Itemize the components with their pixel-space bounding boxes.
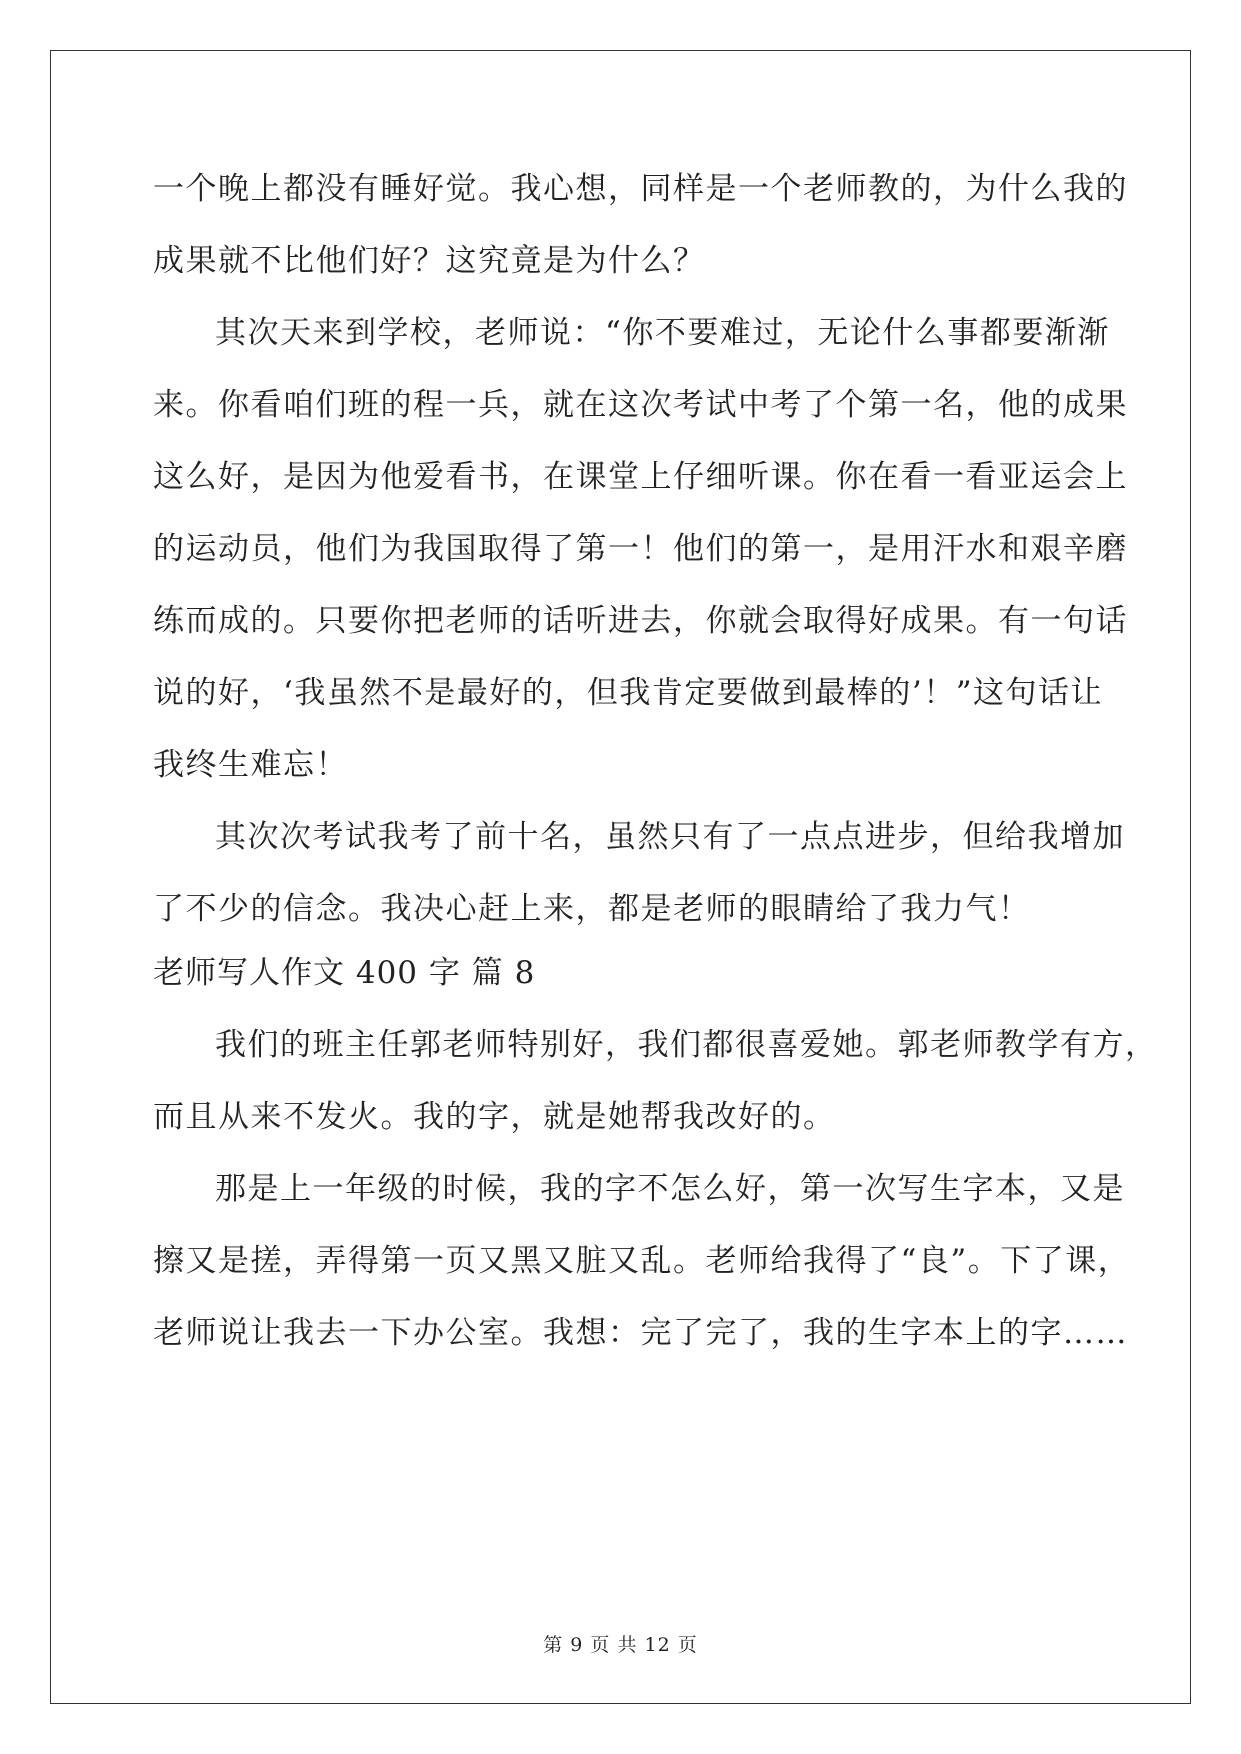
paragraph-first-line: 那是上一年级的时候，我的字不怎么好，第一次写生字本，又是 <box>215 1171 1125 1207</box>
text-line: 了不少的信念。我决心赶上来，都是老师的眼睛给了我力气！ <box>153 891 1031 927</box>
text-line: 而且从来不发火。我的字，就是她帮我改好的。 <box>153 1099 836 1135</box>
paragraph-first-line: 其次天来到学校，老师说：“你不要难过，无论什么事都要渐渐 <box>215 315 1110 351</box>
text-line: 成果就不比他们好？这究竟是为什么？ <box>153 243 706 279</box>
text-line: 的运动员，他们为我国取得了第一！他们的第一，是用汗水和艰辛磨 <box>153 531 1128 567</box>
text-line: 练而成的。只要你把老师的话听进去，你就会取得好成果。有一句话 <box>153 603 1128 639</box>
paragraph-first-line: 我们的班主任郭老师特别好，我们都很喜爱她。郭老师教学有方， <box>215 1027 1158 1063</box>
text-line: 一个晚上都没有睡好觉。我心想，同样是一个老师教的，为什么我的 <box>153 171 1128 207</box>
section-heading: 老师写人作文 400 字 篇 8 <box>153 955 536 991</box>
page-border <box>50 50 1191 1704</box>
text-line: 我终生难忘！ <box>153 747 348 783</box>
paragraph-first-line: 其次次考试我考了前十名，虽然只有了一点点进步，但给我增加 <box>215 819 1125 855</box>
page-number-footer: 第 9 页 共 12 页 <box>543 1634 698 1656</box>
text-line: 来。你看咱们班的程一兵，就在这次考试中考了个第一名，他的成果 <box>153 387 1128 423</box>
text-line: 说的好，‘我虽然不是最好的，但我肯定要做到最棒的’！”这句话让 <box>153 675 1104 711</box>
text-line: 老师说让我去一下办公室。我想：完了完了，我的生字本上的字…… <box>153 1315 1128 1351</box>
text-line: 这么好，是因为他爱看书，在课堂上仔细听课。你在看一看亚运会上 <box>153 459 1128 495</box>
text-line: 擦又是搓，弄得第一页又黑又脏又乱。老师给我得了“良”。下了课， <box>153 1243 1131 1279</box>
